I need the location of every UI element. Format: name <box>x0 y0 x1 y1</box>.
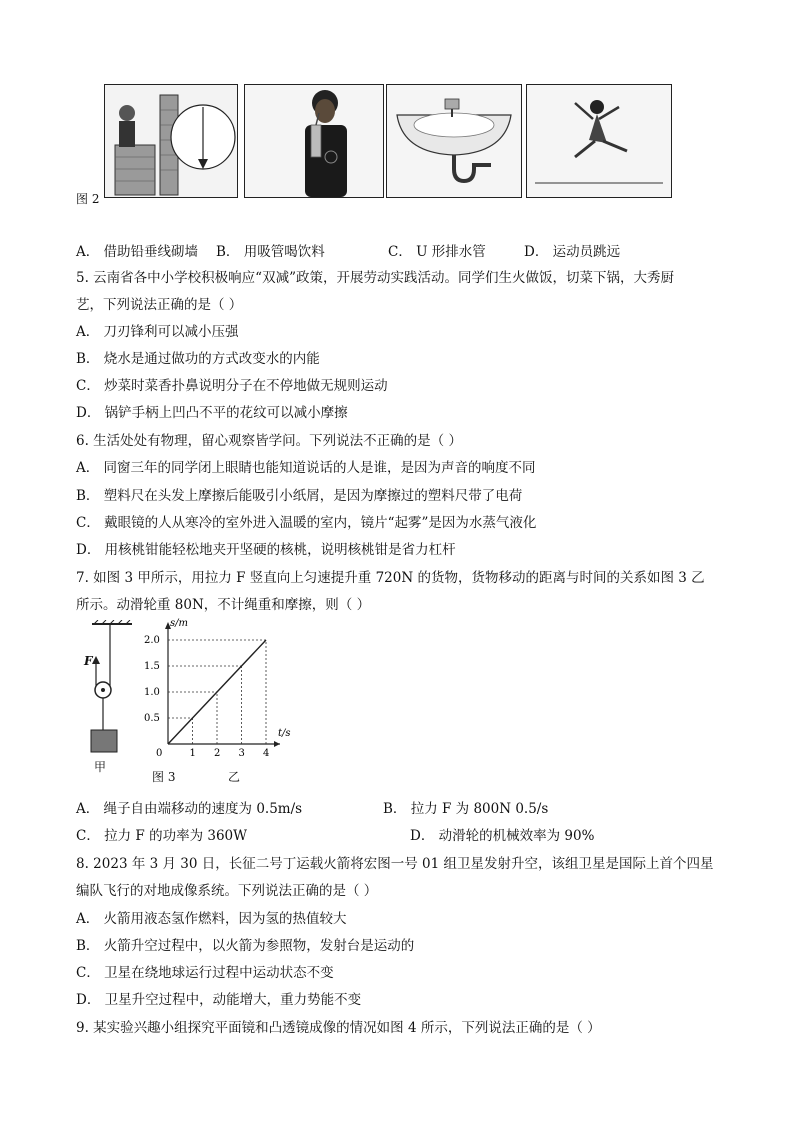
fig2-image-c <box>386 84 522 198</box>
q5-option-d: D． 锅铲手柄上凹凸不平的花纹可以减小摩擦 <box>76 405 348 421</box>
q5-option-b: B． 烧水是通过做功的方式改变水的内能 <box>76 351 320 367</box>
fig2-image-a <box>104 84 238 198</box>
distance-time-chart <box>140 616 300 766</box>
plumb-line-wall-illustration <box>105 85 237 197</box>
q6-option-c: C． 戴眼镜的人从寒冷的室外进入温暖的室内，镜片“起雾”是因为水蒸气液化 <box>76 515 537 531</box>
q8-option-a: A． 火箭用液态氢作燃料，因为氢的热值较大 <box>76 911 347 927</box>
q7-stem-line2: 所示。动滑轮重 80N，不计绳重和摩擦，则（ ） <box>76 597 371 613</box>
x-axis-label: t/s <box>278 728 291 739</box>
q8-option-b: B． 火箭升空过程中，以火箭为参照物，发射台是运动的 <box>76 938 415 954</box>
pulley-system-diagram <box>76 620 136 780</box>
q8-option-c: C． 卫星在绕地球运行过程中运动状态不变 <box>76 965 334 981</box>
y-tick-label: 2.0 <box>144 635 160 646</box>
u-shaped-drain-pipe-illustration <box>387 85 521 197</box>
y-tick-label: 1.5 <box>144 661 160 672</box>
drinking-straw-illustration <box>245 85 383 197</box>
q9-stem: 9. 某实验兴趣小组探究平面镜和凸透镜成像的情况如图 4 所示，下列说法正确的是（ ） <box>76 1020 601 1036</box>
q7-option-b: B． 拉力 F 为 800N 0.5/s <box>383 801 549 817</box>
q6-option-d: D． 用核桃钳能轻松地夹开坚硬的核桃，说明核桃钳是省力杠杆 <box>76 542 456 558</box>
q5-option-c: C． 炒菜时菜香扑鼻说明分子在不停地做无规则运动 <box>76 378 388 394</box>
q6-stem: 6. 生活处处有物理，留心观察皆学问。下列说法不正确的是（ ） <box>76 433 462 449</box>
x-tick-label: 4 <box>263 748 270 759</box>
q7-option-c: C． 拉力 F 的功率为 360W <box>76 828 248 844</box>
x-tick-label: 1 <box>189 748 196 759</box>
fig2-option-b: B． 用吸管喝饮料 <box>216 244 325 260</box>
force-label: F <box>84 654 93 668</box>
series-line <box>168 640 266 744</box>
jia-label: 甲 <box>94 760 107 774</box>
q7-stem-line1: 7. 如图 3 甲所示，用拉力 F 竖直向上匀速提升重 720N 的货物，货物移动的距离与时间的关系如图 3 乙 <box>76 570 705 586</box>
q8-stem-line1: 8. 2023 年 3 月 30 日，长征二号丁运载火箭将宏图一号 01 组卫星发射升空，该组卫星是国际上首个四星 <box>76 856 714 872</box>
fig2-option-c: C． U 形排水管 <box>388 244 486 260</box>
fig2-option-a: A． 借助铅垂线砌墙 <box>76 244 199 260</box>
x-tick-label: 2 <box>214 748 221 759</box>
long-jump-athlete-illustration <box>527 85 671 197</box>
q6-option-b: B． 塑料尺在头发上摩擦后能吸引小纸屑，是因为摩擦过的塑料尺带了电荷 <box>76 488 523 504</box>
fig3-caption: 图 3 <box>152 770 176 784</box>
q8-stem-line2: 编队飞行的对地成像系统。下列说法正确的是（ ） <box>76 883 378 899</box>
fig2-image-b <box>244 84 384 198</box>
fig2-option-d: D． 运动员跳远 <box>524 244 621 260</box>
q5-stem-line1: 5. 云南省各中小学校积极响应“双减”政策，开展劳动实践活动。同学们生火做饭，切菜下锅，大秀厨 <box>76 270 674 286</box>
fig2-image-d <box>526 84 672 198</box>
q6-option-a: A． 同窗三年的同学闭上眼睛也能知道说话的人是谁，是因为声音的响度不同 <box>76 460 536 476</box>
q5-option-a: A． 刀刃锋利可以减小压强 <box>76 324 239 340</box>
yi-label: 乙 <box>228 770 241 784</box>
chart-ticks <box>144 635 269 759</box>
q7-option-d: D． 动滑轮的机械效率为 90% <box>410 828 595 844</box>
y-axis-label: s/m <box>170 618 188 629</box>
x-tick-label: 0 <box>156 748 163 759</box>
y-tick-label: 0.5 <box>144 713 160 724</box>
x-tick-label: 3 <box>238 748 245 759</box>
q7-option-a: A． 绳子自由端移动的速度为 0.5m/s <box>76 801 303 817</box>
y-tick-label: 1.0 <box>144 687 160 698</box>
q5-stem-line2: 艺，下列说法正确的是（ ） <box>76 297 243 313</box>
q8-option-d: D． 卫星升空过程中，动能增大，重力势能不变 <box>76 992 362 1008</box>
fig2-caption: 图 2 <box>76 192 100 206</box>
